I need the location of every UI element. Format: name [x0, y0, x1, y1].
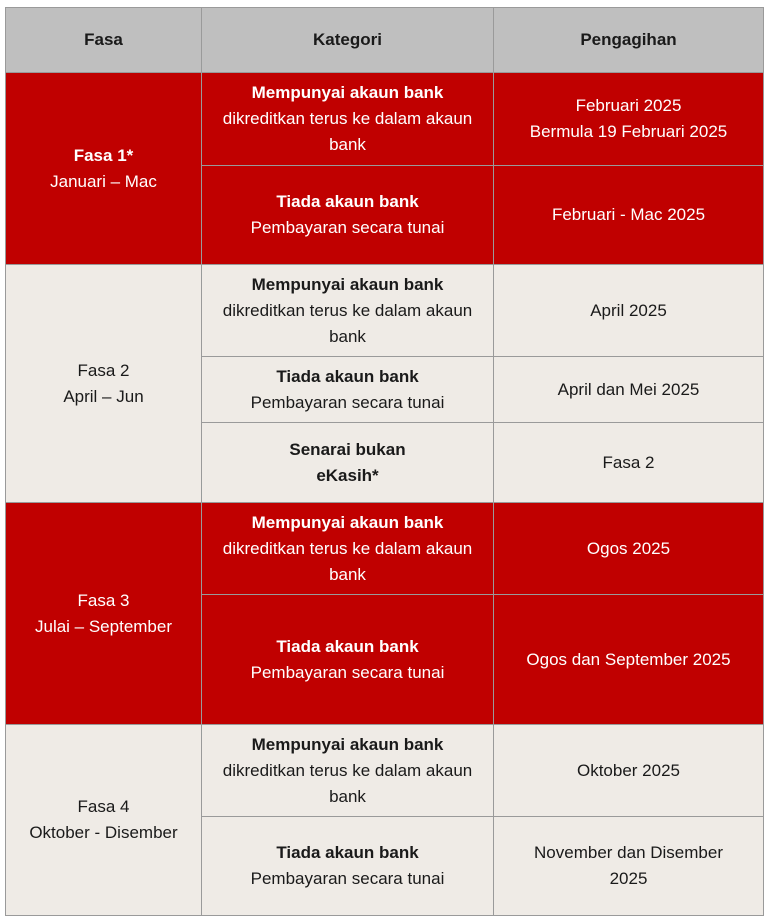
- kategori-cell: [202, 357, 494, 423]
- pengagihan-line: November dan Disember 2025: [534, 843, 723, 888]
- pengagihan-cell: [494, 503, 764, 595]
- kategori-title: Senarai bukan: [289, 439, 406, 459]
- pengagihan-line: Fasa 2: [602, 452, 655, 472]
- kategori-desc: Pembayaran secara tunai: [250, 392, 445, 412]
- table-row: [6, 503, 764, 595]
- header-kategori: Kategori: [202, 8, 494, 73]
- kategori-desc: dikreditkan terus ke dalam akaun bank: [222, 760, 473, 806]
- kategori-cell: [202, 73, 494, 166]
- pengagihan-cell: [494, 817, 764, 916]
- pengagihan-line: April dan Mei 2025: [557, 379, 700, 399]
- fasa-title: Fasa 1*: [73, 145, 134, 165]
- pengagihan-cell: [494, 595, 764, 725]
- kategori-title: Tiada akaun bank: [276, 636, 419, 656]
- kategori-desc: Pembayaran secara tunai: [250, 662, 445, 682]
- pengagihan-line: Ogos 2025: [586, 538, 671, 558]
- fasa-2-cell: [6, 265, 202, 503]
- kategori-title: Tiada akaun bank: [276, 843, 419, 862]
- table-row: [6, 73, 764, 166]
- pengagihan-cell: [494, 357, 764, 423]
- kategori-desc: dikreditkan terus ke dalam akaun bank: [222, 538, 473, 584]
- pengagihan-cell: [494, 265, 764, 357]
- pengagihan-cell: [494, 725, 764, 817]
- kategori-title: Mempunyai akaun bank: [251, 512, 444, 532]
- kategori-cell: [202, 166, 494, 265]
- fasa-1-cell: [6, 73, 202, 265]
- pengagihan-line: Bermula 19 Februari 2025: [529, 122, 728, 141]
- fasa-3-cell: [6, 503, 202, 725]
- kategori-title: eKasih*: [316, 465, 379, 485]
- header-row: [6, 8, 764, 73]
- fasa-period: Oktober - Disember: [29, 823, 178, 842]
- fasa-period: April – Jun: [63, 386, 144, 406]
- kategori-cell: [202, 817, 494, 916]
- kategori-title: Tiada akaun bank: [276, 366, 419, 386]
- fasa-period: Januari – Mac: [50, 171, 157, 191]
- pengagihan-cell: [494, 73, 764, 166]
- kategori-desc: dikreditkan terus ke dalam akaun bank: [222, 300, 473, 346]
- table-row: [6, 725, 764, 817]
- kategori-desc: dikreditkan terus ke dalam akaun bank: [222, 109, 473, 154]
- kategori-cell: [202, 423, 494, 503]
- kategori-cell: [202, 725, 494, 817]
- pengagihan-line: Februari - Mac 2025: [551, 205, 706, 224]
- distribution-schedule-table: [5, 7, 764, 916]
- kategori-desc: Pembayaran secara tunai: [250, 218, 445, 237]
- fasa-title: Fasa 2: [77, 360, 130, 380]
- kategori-title: Mempunyai akaun bank: [251, 274, 444, 294]
- pengagihan-cell: [494, 166, 764, 265]
- kategori-cell: [202, 503, 494, 595]
- fasa-title: Fasa 3: [77, 590, 130, 610]
- pengagihan-line: Ogos dan September 2025: [526, 649, 731, 669]
- fasa-title: Fasa 4: [77, 797, 130, 816]
- kategori-desc: Pembayaran secara tunai: [250, 869, 445, 888]
- pengagihan-line: Oktober 2025: [576, 760, 680, 780]
- kategori-title: Mempunyai akaun bank: [251, 734, 444, 754]
- kategori-title: Tiada akaun bank: [276, 192, 419, 211]
- kategori-title: Mempunyai akaun bank: [251, 83, 444, 102]
- pengagihan-line: April 2025: [590, 300, 667, 320]
- fasa-period: Julai – September: [34, 616, 173, 636]
- header-fasa: Fasa: [6, 8, 202, 73]
- header-pengagihan: Pengagihan: [494, 8, 764, 73]
- pengagihan-line: Februari 2025: [575, 96, 682, 115]
- table-row: [6, 265, 764, 357]
- pengagihan-cell: [494, 423, 764, 503]
- fasa-4-cell: [6, 725, 202, 916]
- kategori-cell: [202, 595, 494, 725]
- kategori-cell: [202, 265, 494, 357]
